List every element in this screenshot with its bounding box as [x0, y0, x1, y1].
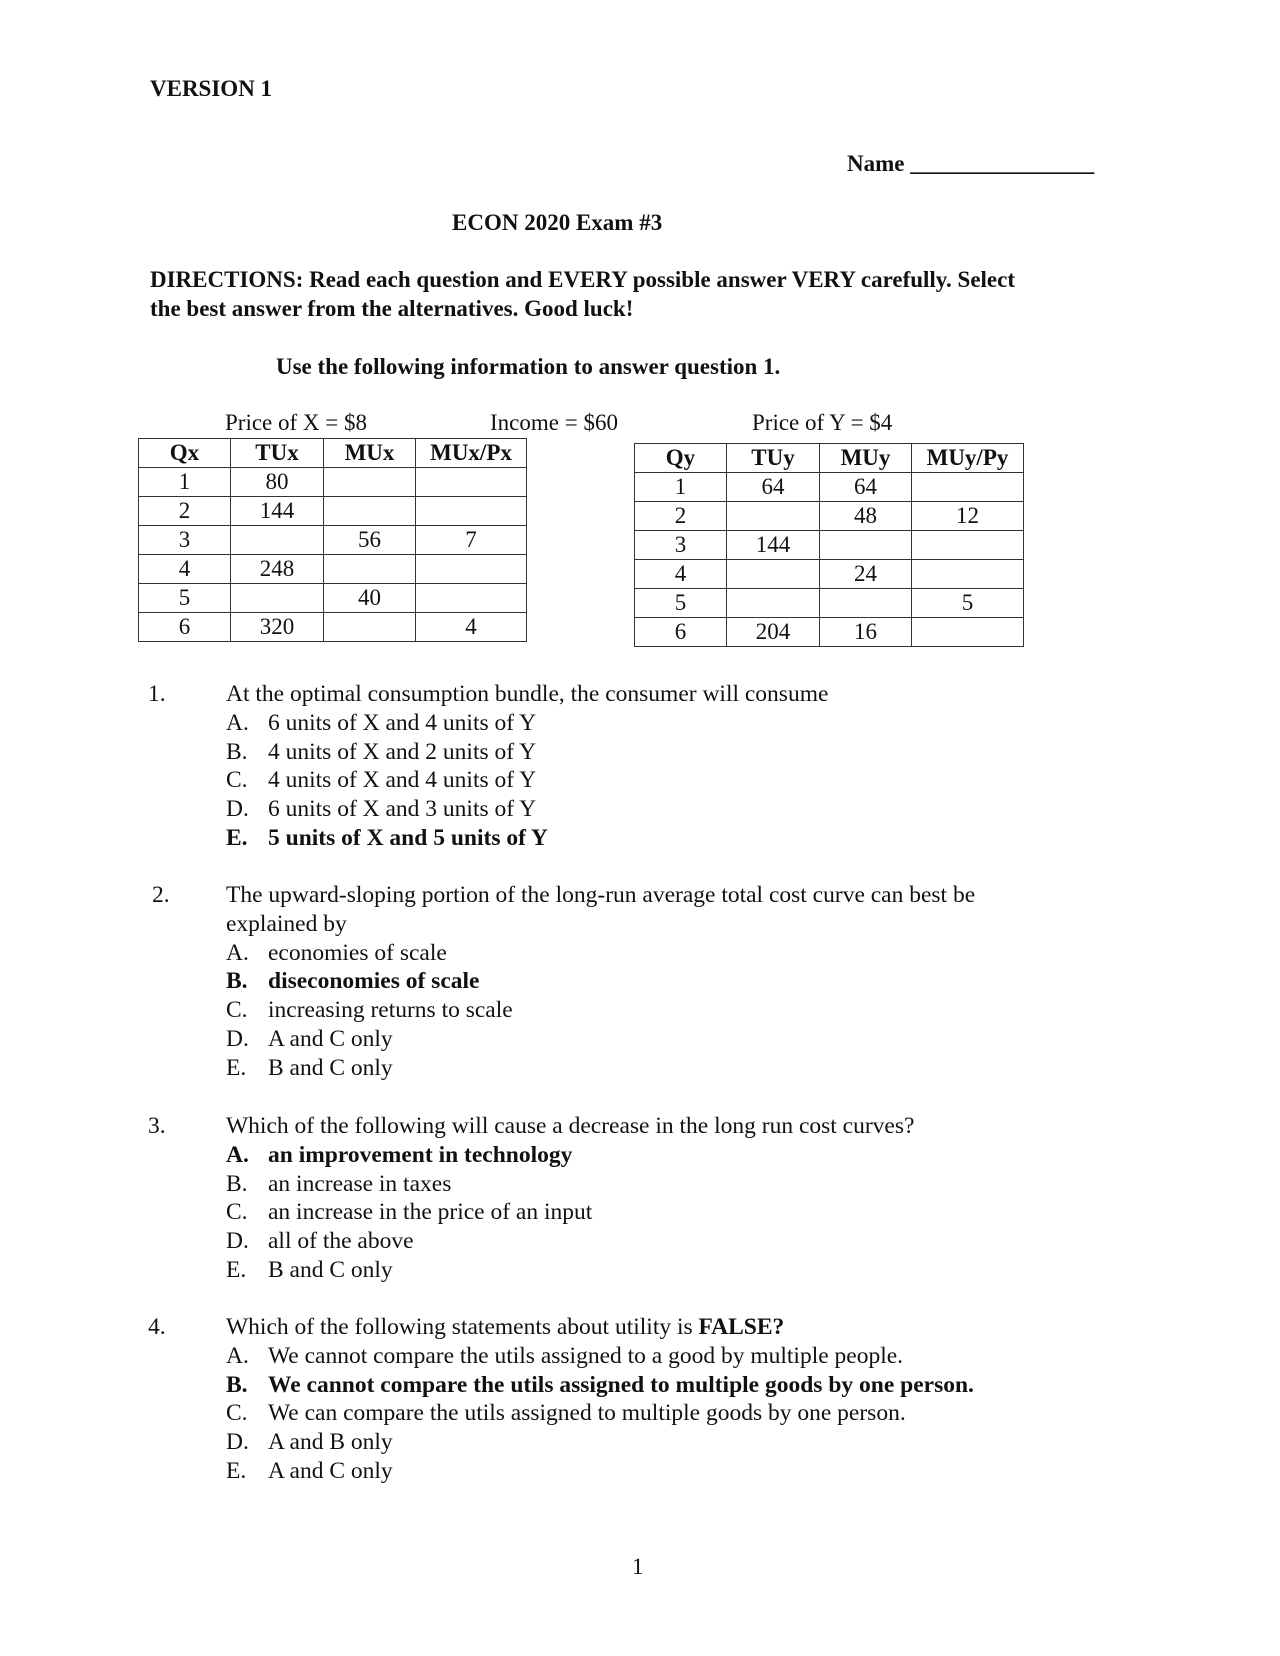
- answer-option-c: C. an increase in the price of an input: [226, 1199, 593, 1226]
- table-row: [139, 468, 527, 497]
- answer-option-a: A. We cannot compare the utils assigned to a good by multiple people.: [226, 1342, 904, 1369]
- table-cell: [324, 613, 416, 642]
- answer-option-b-correct: B. diseconomies of scale: [226, 968, 480, 995]
- table-cell: 5: [139, 584, 231, 613]
- table-cell: [820, 589, 912, 618]
- table-cell: 16: [820, 618, 912, 647]
- table-cell: [231, 526, 324, 555]
- table-cell: 144: [231, 497, 324, 526]
- answer-option-a-correct: A. an improvement in technology: [226, 1141, 573, 1168]
- answer-option-a: A. economies of scale: [226, 939, 447, 966]
- question-stem-line: Which of the following will cause a decrease in the long run cost curves?: [226, 1113, 915, 1139]
- table-cell: 80: [231, 468, 324, 497]
- table-cell: 6: [139, 613, 231, 642]
- table-cell: [231, 584, 324, 613]
- answer-option-c: C. 4 units of X and 4 units of Y: [226, 767, 537, 794]
- answer-option-d: D. A and C only: [226, 1026, 393, 1052]
- table-cell: 64: [727, 473, 820, 502]
- table-cell: [727, 589, 820, 618]
- table-cell: 56: [324, 526, 416, 555]
- income-label: Income = $60: [490, 410, 618, 435]
- directions-line-1: DIRECTIONS: Read each question and EVERY possible answer VERY carefully. Select: [150, 267, 1016, 292]
- table-cell: [324, 555, 416, 584]
- table-row: [635, 531, 1024, 560]
- table-row: [139, 497, 527, 526]
- table-y-header-tuy: TUy: [727, 444, 820, 473]
- table-cell: [416, 468, 527, 497]
- table-cell: 5: [635, 589, 727, 618]
- price-y-label: Price of Y = $4: [752, 410, 893, 435]
- table-cell: [416, 497, 527, 526]
- table-cell: 204: [727, 618, 820, 647]
- table-cell: 6: [635, 618, 727, 647]
- table-y-header-qy: Qy: [635, 444, 727, 473]
- answer-option-e: E. B and C only: [226, 1054, 393, 1081]
- table-cell: 1: [635, 473, 727, 502]
- answer-option-a: A. 6 units of X and 4 units of Y: [226, 709, 537, 736]
- name-field-label: Name ________________: [847, 151, 1095, 176]
- table-x-header-row: [139, 439, 527, 468]
- table-y-header-row: [635, 444, 1024, 473]
- answer-option-c: C. increasing returns to scale: [226, 997, 513, 1024]
- table-cell: 3: [139, 526, 231, 555]
- table-cell: 248: [231, 555, 324, 584]
- table-good-x: [138, 438, 527, 642]
- table-cell: 4: [416, 613, 527, 642]
- table-cell: 144: [727, 531, 820, 560]
- table-cell: 2: [139, 497, 231, 526]
- table-row: [635, 589, 1024, 618]
- table-cell: 4: [139, 555, 231, 584]
- table-cell: [416, 555, 527, 584]
- answer-option-d: D. all of the above: [226, 1228, 414, 1255]
- table-x-header-tux: TUx: [231, 439, 324, 468]
- answer-option-b-correct: B. We cannot compare the utils assigned to multiple goods by one person.: [226, 1371, 974, 1398]
- question-stem: [226, 680, 1096, 709]
- table-x-header-qx: Qx: [139, 439, 231, 468]
- table-cell: [820, 531, 912, 560]
- table-cell: 40: [324, 584, 416, 613]
- question-stem: [226, 1112, 1096, 1141]
- table-cell: 1: [139, 468, 231, 497]
- question-number: 3.: [148, 1113, 166, 1139]
- table-x-header-mux: MUx: [324, 439, 416, 468]
- page-number: 1: [632, 1554, 644, 1579]
- exam-title: ECON 2020 Exam #3: [452, 210, 663, 235]
- answer-option-e-correct: E. 5 units of X and 5 units of Y: [226, 825, 548, 851]
- table-cell: 12: [912, 502, 1024, 531]
- table-y-header-muy: MUy: [820, 444, 912, 473]
- version-label: VERSION 1: [150, 76, 273, 101]
- table-cell: [324, 497, 416, 526]
- table-cell: 4: [635, 560, 727, 589]
- table-cell: 2: [635, 502, 727, 531]
- question-stem-line: The upward-sloping portion of the long-run average total cost curve can best be: [226, 882, 976, 908]
- question-stem: [226, 881, 1096, 939]
- table-y-header-muy-py: MUy/Py: [912, 444, 1024, 473]
- price-x-label: Price of X = $8: [225, 410, 367, 435]
- table-x-header-mux-px: MUx/Px: [416, 439, 527, 468]
- table-cell: [727, 502, 820, 531]
- table-cell: 24: [820, 560, 912, 589]
- question-stem-line: explained by: [226, 910, 347, 937]
- use-info-instruction: Use the following information to answer question 1.: [276, 354, 781, 379]
- table-row: [139, 526, 527, 555]
- table-good-y: [634, 443, 1024, 647]
- table-row: [635, 502, 1024, 531]
- answer-option-e: E. A and C only: [226, 1458, 393, 1484]
- table-cell: [912, 618, 1024, 647]
- table-cell: 5: [912, 589, 1024, 618]
- table-row: [139, 584, 527, 613]
- table-row: [139, 613, 527, 642]
- question-number: 4.: [148, 1314, 166, 1340]
- table-cell: 64: [820, 473, 912, 502]
- table-cell: [416, 584, 527, 613]
- table-cell: [324, 468, 416, 497]
- directions-line-2: the best answer from the alternatives. Good luck!: [150, 296, 634, 321]
- answer-option-e: E. B and C only: [226, 1257, 393, 1283]
- question-stem-text: Which of the following statements about utility is: [226, 1314, 699, 1340]
- answer-option-d: D. A and B only: [226, 1429, 393, 1456]
- question-stem-line: At the optimal consumption bundle, the consumer will consume: [226, 681, 829, 707]
- table-cell: [727, 560, 820, 589]
- answer-option-b: B. 4 units of X and 2 units of Y: [226, 738, 537, 765]
- table-cell: [912, 560, 1024, 589]
- answer-option-d: D. 6 units of X and 3 units of Y: [226, 796, 537, 823]
- question-stem-emphasis: FALSE?: [698, 1314, 785, 1340]
- question-number: 2.: [152, 882, 170, 908]
- table-cell: [912, 531, 1024, 560]
- table-row: [635, 618, 1024, 647]
- table-row: [635, 560, 1024, 589]
- answer-option-c: C. We can compare the utils assigned to multiple goods by one person.: [226, 1400, 906, 1427]
- table-cell: 48: [820, 502, 912, 531]
- question-number: 1.: [148, 681, 166, 707]
- table-row: [139, 555, 527, 584]
- table-cell: 3: [635, 531, 727, 560]
- answer-option-b: B. an increase in taxes: [226, 1170, 452, 1197]
- table-cell: 7: [416, 526, 527, 555]
- question-stem: [226, 1313, 1096, 1342]
- table-row: [635, 473, 1024, 502]
- table-cell: 320: [231, 613, 324, 642]
- table-cell: [912, 473, 1024, 502]
